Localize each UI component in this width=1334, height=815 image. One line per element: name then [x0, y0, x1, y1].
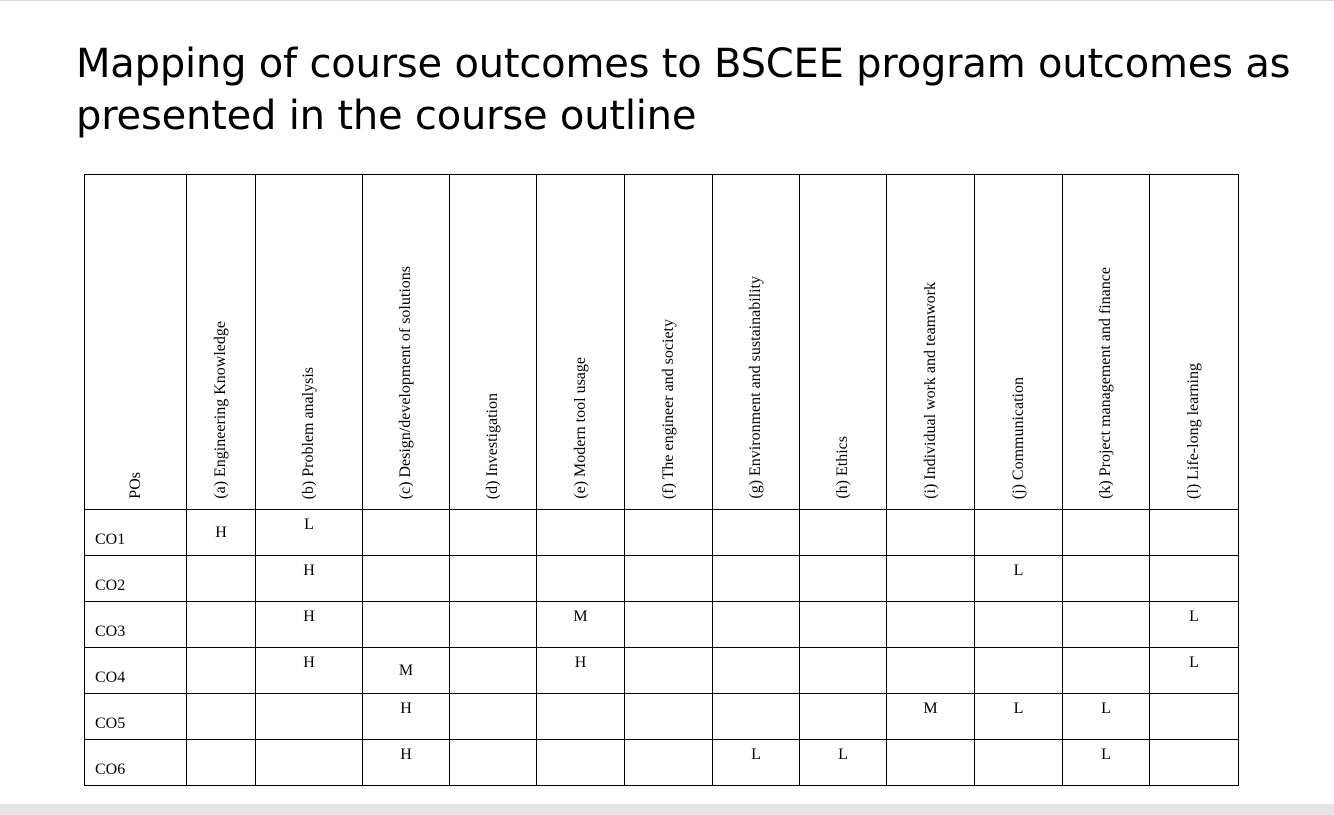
- table-cell: [713, 694, 800, 740]
- row-label-co6: CO6: [95, 760, 126, 778]
- table-cell: [363, 740, 450, 786]
- table-cell: [537, 510, 625, 556]
- header-label-po-d: (d) Investigation: [484, 392, 501, 499]
- table-cell: [187, 602, 256, 648]
- row-label-co4: CO4: [95, 668, 126, 686]
- header-cell-po-i: [887, 175, 975, 510]
- table-cell: [975, 602, 1063, 648]
- mapping-value: L: [838, 746, 848, 763]
- table-cell: [256, 694, 363, 740]
- slide-top-border: [0, 0, 1334, 1]
- table-cell: [887, 602, 975, 648]
- header-cell-po-j: [975, 175, 1063, 510]
- row-label-co1: CO1: [95, 530, 126, 548]
- table-cell: [1063, 556, 1150, 602]
- header-cell-po-k: [1063, 175, 1150, 510]
- header-label-po-b: (b) Problem analysis: [300, 366, 317, 499]
- table-cell: [1150, 602, 1239, 648]
- table-cell: [975, 740, 1063, 786]
- table-row-co1: [85, 510, 1239, 556]
- header-cell-pos: [85, 175, 187, 510]
- table-cell: [1150, 556, 1239, 602]
- table-cell: [256, 602, 363, 648]
- table-cell: [1063, 648, 1150, 694]
- table-cell: [800, 740, 887, 786]
- table-cell: [187, 648, 256, 694]
- table-cell: [537, 694, 625, 740]
- table-cell: [800, 556, 887, 602]
- table-cell: [363, 510, 450, 556]
- mapping-value: M: [398, 662, 414, 679]
- slide-title: Mapping of course outcomes to BSCEE program outcomes as presented in the course outline: [76, 41, 1291, 139]
- table-cell: [713, 740, 800, 786]
- table-cell: [887, 556, 975, 602]
- row-label-cell: [85, 510, 187, 556]
- table-row-co3: [85, 602, 1239, 648]
- table-cell: [625, 602, 713, 648]
- table-cell: [1063, 694, 1150, 740]
- row-label-cell: [85, 740, 187, 786]
- table-cell: [187, 556, 256, 602]
- mapping-value: L: [304, 516, 314, 533]
- table-row-co4: [85, 648, 1239, 694]
- header-label-po-c: (c) Design/development of solutions: [397, 265, 414, 499]
- header-cell-po-h: [800, 175, 887, 510]
- table-cell: [975, 648, 1063, 694]
- table-cell: [363, 602, 450, 648]
- table-cell: [450, 602, 537, 648]
- row-label-co5: CO5: [95, 714, 126, 732]
- po-mapping-table: [84, 174, 1239, 786]
- row-label-cell: [85, 648, 187, 694]
- row-label-co3: CO3: [95, 622, 126, 640]
- header-label-po-h: (h) Ethics: [834, 436, 851, 499]
- table-cell: [256, 556, 363, 602]
- mapping-value: H: [303, 562, 315, 579]
- row-label-co2: CO2: [95, 576, 126, 594]
- header-cell-po-g: [713, 175, 800, 510]
- mapping-value: H: [303, 654, 315, 671]
- table-cell: [800, 602, 887, 648]
- header-cell-po-f: [625, 175, 713, 510]
- table-cell: [537, 648, 625, 694]
- table-cell: [713, 510, 800, 556]
- table-cell: [975, 510, 1063, 556]
- mapping-value: H: [215, 524, 227, 541]
- header-cell-po-d: [450, 175, 537, 510]
- table-cell: [450, 694, 537, 740]
- mapping-value: M: [573, 608, 588, 625]
- table-cell: [625, 694, 713, 740]
- mapping-value: H: [574, 654, 587, 671]
- table-cell: [256, 648, 363, 694]
- table-cell: [887, 740, 975, 786]
- table-cell: [450, 740, 537, 786]
- header-cell-po-a: [187, 175, 256, 510]
- header-cell-po-e: [537, 175, 625, 510]
- table-cell: [256, 740, 363, 786]
- table-cell: [450, 648, 537, 694]
- header-label-po-l: (l) Life-long learning: [1185, 363, 1202, 499]
- table-cell: [625, 648, 713, 694]
- mapping-value: H: [400, 700, 412, 717]
- mapping-value: M: [923, 700, 938, 717]
- row-label-cell: [85, 694, 187, 740]
- table-cell: [256, 510, 363, 556]
- table-cell: [800, 510, 887, 556]
- table-cell: [975, 694, 1063, 740]
- table-cell: [187, 694, 256, 740]
- table-cell: [713, 602, 800, 648]
- header-label-po-g: (g) Environment and sustainability: [747, 276, 764, 499]
- table-cell: [187, 510, 256, 556]
- table-cell: [1150, 648, 1239, 694]
- table-cell: [537, 740, 625, 786]
- header-label-po-f: (f) The engineer and society: [659, 318, 677, 499]
- table-cell: [363, 694, 450, 740]
- header-cell-po-c: [363, 175, 450, 510]
- table-cell: [887, 694, 975, 740]
- table-cell: [537, 556, 625, 602]
- header-label-po-j: (j) Communication: [1009, 376, 1027, 499]
- mapping-value: L: [1013, 562, 1024, 579]
- table-cell: [713, 556, 800, 602]
- table-cell: [975, 556, 1063, 602]
- mapping-value: H: [400, 746, 412, 763]
- header-cell-po-l: [1150, 175, 1239, 510]
- table-cell: [887, 648, 975, 694]
- mapping-value: L: [1189, 608, 1199, 625]
- table-cell: [625, 510, 713, 556]
- header-label-po-k: (k) Project management and finance: [1097, 267, 1114, 499]
- table-cell: [887, 510, 975, 556]
- table-row-co6: [85, 740, 1239, 786]
- table-cell: [363, 648, 450, 694]
- table-header-row: [85, 175, 1239, 510]
- row-label-cell: [85, 556, 187, 602]
- table-cell: [1150, 740, 1239, 786]
- table-cell: [450, 556, 537, 602]
- table-cell: [450, 510, 537, 556]
- slide-bottom-band: [0, 804, 1334, 815]
- table-cell: [1063, 740, 1150, 786]
- table-cell: [187, 740, 256, 786]
- table-cell: [1150, 510, 1239, 556]
- table-cell: [363, 556, 450, 602]
- header-label-po-e: (e) Modern tool usage: [571, 357, 589, 499]
- table-cell: [1063, 602, 1150, 648]
- header-label-po-a: (a) Engineering Knowledge: [212, 321, 229, 499]
- table-cell: [1150, 694, 1239, 740]
- table-cell: [625, 556, 713, 602]
- table-row-co2: [85, 556, 1239, 602]
- header-label-po-i: (i) Individual work and teamwork: [921, 282, 939, 499]
- header-label-pos: POs: [126, 472, 144, 499]
- table-cell: [713, 648, 800, 694]
- mapping-value: L: [1101, 700, 1111, 717]
- mapping-value: L: [751, 746, 761, 763]
- table-cell: [537, 602, 625, 648]
- table-cell: [625, 740, 713, 786]
- row-label-cell: [85, 602, 187, 648]
- table-cell: [1063, 510, 1150, 556]
- table-row-co5: [85, 694, 1239, 740]
- mapping-value: L: [1189, 654, 1199, 671]
- header-cell-po-b: [256, 175, 363, 510]
- mapping-value: L: [1013, 700, 1024, 717]
- table-cell: [800, 648, 887, 694]
- mapping-value: L: [1101, 746, 1111, 763]
- mapping-value: H: [303, 608, 315, 625]
- table-cell: [800, 694, 887, 740]
